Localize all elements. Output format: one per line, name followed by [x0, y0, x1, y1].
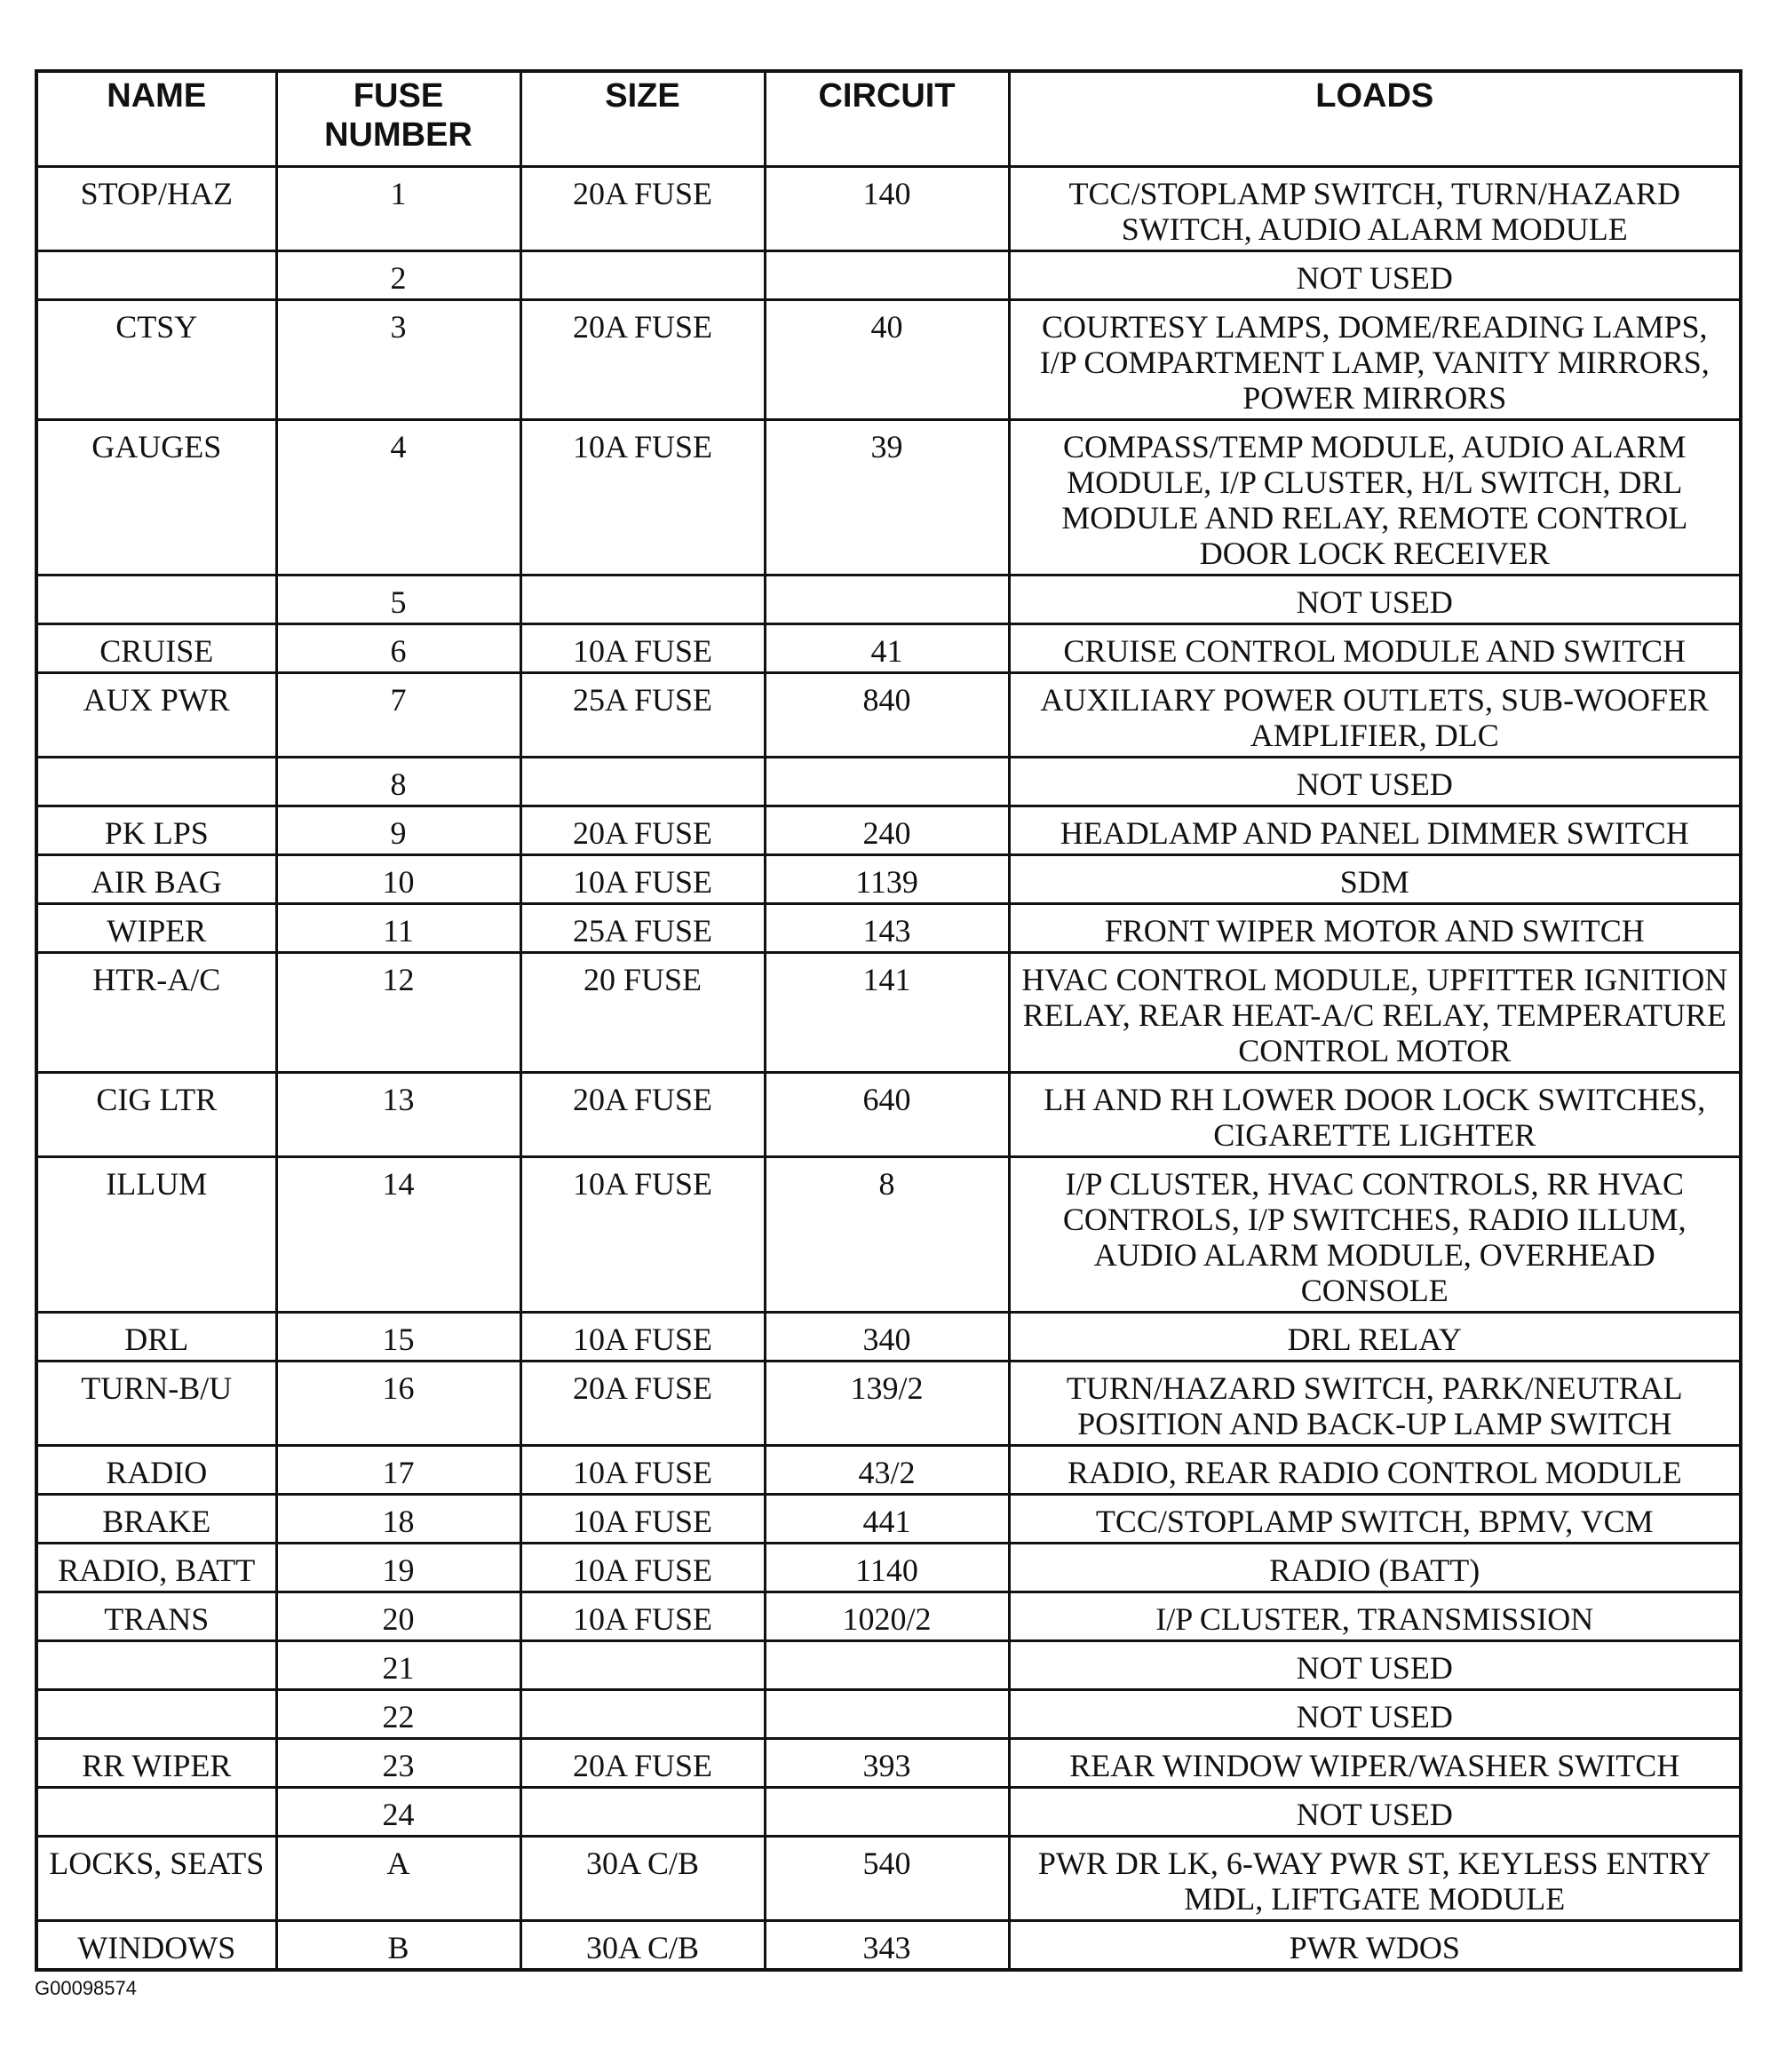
cell-size: 30A C/B [520, 1921, 765, 1971]
cell-size: 10A FUSE [520, 1544, 765, 1592]
cell-loads: DRL RELAY [1009, 1313, 1741, 1361]
cell-loads: NOT USED [1009, 1788, 1741, 1837]
cell-fuse-number: 22 [276, 1690, 520, 1739]
header-fuse-number-text: FUSE NUMBER [324, 77, 472, 154]
cell-loads: LH AND RH LOWER DOOR LOCK SWITCHES, CIGARETTE LIGHTER [1009, 1073, 1741, 1157]
cell-name: AIR BAG [36, 855, 276, 904]
cell-name: LOCKS, SEATS [36, 1837, 276, 1921]
cell-name: TRANS [36, 1592, 276, 1641]
cell-fuse-number: 13 [276, 1073, 520, 1157]
table-row [36, 1921, 1741, 1971]
cell-name: ILLUM [36, 1157, 276, 1313]
cell-circuit: 1020/2 [765, 1592, 1009, 1641]
cell-loads: I/P CLUSTER, TRANSMISSION [1009, 1592, 1741, 1641]
table-row [36, 758, 1741, 806]
cell-circuit: 1139 [765, 855, 1009, 904]
cell-name: WIPER [36, 904, 276, 953]
table-row [36, 251, 1741, 300]
cell-name [36, 1690, 276, 1739]
cell-name: WINDOWS [36, 1921, 276, 1971]
cell-fuse-number: 12 [276, 953, 520, 1073]
cell-circuit [765, 1690, 1009, 1739]
cell-size: 20A FUSE [520, 167, 765, 251]
table-row [36, 1592, 1741, 1641]
fuse-rows [36, 167, 1741, 1971]
cell-circuit: 1140 [765, 1544, 1009, 1592]
cell-loads: TCC/STOPLAMP SWITCH, BPMV, VCM [1009, 1495, 1741, 1544]
cell-loads: TURN/HAZARD SWITCH, PARK/NEUTRAL POSITION AND BACK-UP LAMP SWITCH [1009, 1361, 1741, 1446]
table-row [36, 1361, 1741, 1446]
cell-fuse-number: 15 [276, 1313, 520, 1361]
cell-name [36, 576, 276, 624]
cell-fuse-number: 6 [276, 624, 520, 673]
cell-circuit: 140 [765, 167, 1009, 251]
table-row [36, 624, 1741, 673]
table-row [36, 806, 1741, 855]
cell-name: STOP/HAZ [36, 167, 276, 251]
table-row [36, 673, 1741, 758]
cell-size [520, 758, 765, 806]
table-row [36, 167, 1741, 251]
fuse-table [35, 69, 1742, 1972]
cell-name: HTR-A/C [36, 953, 276, 1073]
cell-fuse-number: 21 [276, 1641, 520, 1690]
cell-size: 20A FUSE [520, 1739, 765, 1788]
cell-loads: NOT USED [1009, 1690, 1741, 1739]
cell-fuse-number: 17 [276, 1446, 520, 1495]
table-row [36, 855, 1741, 904]
cell-loads: NOT USED [1009, 758, 1741, 806]
cell-loads: HVAC CONTROL MODULE, UPFITTER IGNITION RELAY, REAR HEAT-A/C RELAY, TEMPERATURE CONTROL MOTOR [1009, 953, 1741, 1073]
cell-loads: COURTESY LAMPS, DOME/READING LAMPS, I/P COMPARTMENT LAMP, VANITY MIRRORS, POWER MIRRORS [1009, 300, 1741, 420]
cell-name: DRL [36, 1313, 276, 1361]
cell-fuse-number: 5 [276, 576, 520, 624]
cell-loads: NOT USED [1009, 576, 1741, 624]
header-row [36, 71, 1741, 167]
cell-size [520, 251, 765, 300]
cell-name: AUX PWR [36, 673, 276, 758]
cell-size: 10A FUSE [520, 1157, 765, 1313]
cell-circuit: 441 [765, 1495, 1009, 1544]
header-size: SIZE [520, 71, 765, 167]
cell-circuit: 393 [765, 1739, 1009, 1788]
header-loads: LOADS [1009, 71, 1741, 167]
cell-loads: HEADLAMP AND PANEL DIMMER SWITCH [1009, 806, 1741, 855]
figure-id: G00098574 [35, 1977, 137, 1999]
cell-name [36, 1641, 276, 1690]
table-row [36, 1739, 1741, 1788]
cell-size: 30A C/B [520, 1837, 765, 1921]
cell-loads: CRUISE CONTROL MODULE AND SWITCH [1009, 624, 1741, 673]
table-row [36, 1446, 1741, 1495]
cell-size [520, 1641, 765, 1690]
cell-fuse-number: 11 [276, 904, 520, 953]
header-fuse-number [276, 71, 520, 167]
table-row [36, 1788, 1741, 1837]
cell-fuse-number: A [276, 1837, 520, 1921]
cell-name: RADIO [36, 1446, 276, 1495]
cell-loads: PWR DR LK, 6-WAY PWR ST, KEYLESS ENTRY MDL, LIFTGATE MODULE [1009, 1837, 1741, 1921]
cell-loads: SDM [1009, 855, 1741, 904]
cell-loads: COMPASS/TEMP MODULE, AUDIO ALARM MODULE, I/P CLUSTER, H/L SWITCH, DRL MODULE AND RELAY, REMOTE CONTROL DOOR LOCK RECEIVER [1009, 420, 1741, 576]
cell-circuit: 640 [765, 1073, 1009, 1157]
cell-fuse-number: 18 [276, 1495, 520, 1544]
table-row [36, 420, 1741, 576]
table-row [36, 1073, 1741, 1157]
cell-fuse-number: 7 [276, 673, 520, 758]
cell-name: GAUGES [36, 420, 276, 576]
cell-fuse-number: 8 [276, 758, 520, 806]
cell-loads: RADIO (BATT) [1009, 1544, 1741, 1592]
cell-circuit: 43/2 [765, 1446, 1009, 1495]
table-row [36, 1495, 1741, 1544]
cell-fuse-number: 1 [276, 167, 520, 251]
cell-size: 10A FUSE [520, 1592, 765, 1641]
cell-circuit [765, 758, 1009, 806]
cell-loads: I/P CLUSTER, HVAC CONTROLS, RR HVAC CONTROLS, I/P SWITCHES, RADIO ILLUM, AUDIO ALARM MODULE, OVERHEAD CONSOLE [1009, 1157, 1741, 1313]
cell-name: RR WIPER [36, 1739, 276, 1788]
cell-size: 20A FUSE [520, 1361, 765, 1446]
table-row [36, 904, 1741, 953]
cell-loads: NOT USED [1009, 251, 1741, 300]
cell-size: 10A FUSE [520, 420, 765, 576]
cell-size [520, 1690, 765, 1739]
cell-size: 20A FUSE [520, 806, 765, 855]
cell-name: CTSY [36, 300, 276, 420]
cell-circuit: 240 [765, 806, 1009, 855]
cell-circuit: 41 [765, 624, 1009, 673]
cell-name: BRAKE [36, 1495, 276, 1544]
cell-loads: TCC/STOPLAMP SWITCH, TURN/HAZARD SWITCH, AUDIO ALARM MODULE [1009, 167, 1741, 251]
cell-circuit: 139/2 [765, 1361, 1009, 1446]
cell-name: CIG LTR [36, 1073, 276, 1157]
cell-size: 10A FUSE [520, 1446, 765, 1495]
cell-loads: AUXILIARY POWER OUTLETS, SUB-WOOFER AMPLIFIER, DLC [1009, 673, 1741, 758]
cell-size: 20 FUSE [520, 953, 765, 1073]
cell-size: 10A FUSE [520, 1495, 765, 1544]
cell-name: RADIO, BATT [36, 1544, 276, 1592]
cell-circuit [765, 1641, 1009, 1690]
cell-size: 10A FUSE [520, 855, 765, 904]
cell-loads: RADIO, REAR RADIO CONTROL MODULE [1009, 1446, 1741, 1495]
cell-fuse-number: 24 [276, 1788, 520, 1837]
table-row [36, 1544, 1741, 1592]
cell-loads: PWR WDOS [1009, 1921, 1741, 1971]
cell-circuit: 40 [765, 300, 1009, 420]
cell-loads: FRONT WIPER MOTOR AND SWITCH [1009, 904, 1741, 953]
cell-name [36, 1788, 276, 1837]
cell-circuit: 340 [765, 1313, 1009, 1361]
table-row [36, 1641, 1741, 1690]
cell-name: CRUISE [36, 624, 276, 673]
table-row [36, 1313, 1741, 1361]
table-row [36, 1157, 1741, 1313]
cell-circuit: 143 [765, 904, 1009, 953]
cell-loads: REAR WINDOW WIPER/WASHER SWITCH [1009, 1739, 1741, 1788]
cell-name [36, 251, 276, 300]
cell-fuse-number: 20 [276, 1592, 520, 1641]
cell-circuit: 39 [765, 420, 1009, 576]
cell-fuse-number: 16 [276, 1361, 520, 1446]
cell-circuit: 540 [765, 1837, 1009, 1921]
cell-fuse-number: 10 [276, 855, 520, 904]
cell-size [520, 576, 765, 624]
cell-fuse-number: 4 [276, 420, 520, 576]
cell-name: PK LPS [36, 806, 276, 855]
cell-circuit [765, 576, 1009, 624]
table-row [36, 300, 1741, 420]
cell-circuit: 343 [765, 1921, 1009, 1971]
cell-size: 10A FUSE [520, 1313, 765, 1361]
header-name: NAME [36, 71, 276, 167]
cell-loads: NOT USED [1009, 1641, 1741, 1690]
cell-name: TURN-B/U [36, 1361, 276, 1446]
table-row [36, 1690, 1741, 1739]
cell-fuse-number: 2 [276, 251, 520, 300]
cell-fuse-number: 3 [276, 300, 520, 420]
cell-fuse-number: 9 [276, 806, 520, 855]
cell-fuse-number: 23 [276, 1739, 520, 1788]
header-circuit: CIRCUIT [765, 71, 1009, 167]
cell-size: 20A FUSE [520, 1073, 765, 1157]
cell-size: 25A FUSE [520, 904, 765, 953]
cell-circuit [765, 1788, 1009, 1837]
table-row [36, 576, 1741, 624]
cell-size: 20A FUSE [520, 300, 765, 420]
cell-fuse-number: 14 [276, 1157, 520, 1313]
cell-circuit: 141 [765, 953, 1009, 1073]
table-row [36, 953, 1741, 1073]
table-row [36, 1837, 1741, 1921]
cell-circuit: 840 [765, 673, 1009, 758]
cell-fuse-number: B [276, 1921, 520, 1971]
cell-size: 25A FUSE [520, 673, 765, 758]
cell-circuit [765, 251, 1009, 300]
cell-size [520, 1788, 765, 1837]
cell-size: 10A FUSE [520, 624, 765, 673]
cell-name [36, 758, 276, 806]
cell-fuse-number: 19 [276, 1544, 520, 1592]
cell-circuit: 8 [765, 1157, 1009, 1313]
